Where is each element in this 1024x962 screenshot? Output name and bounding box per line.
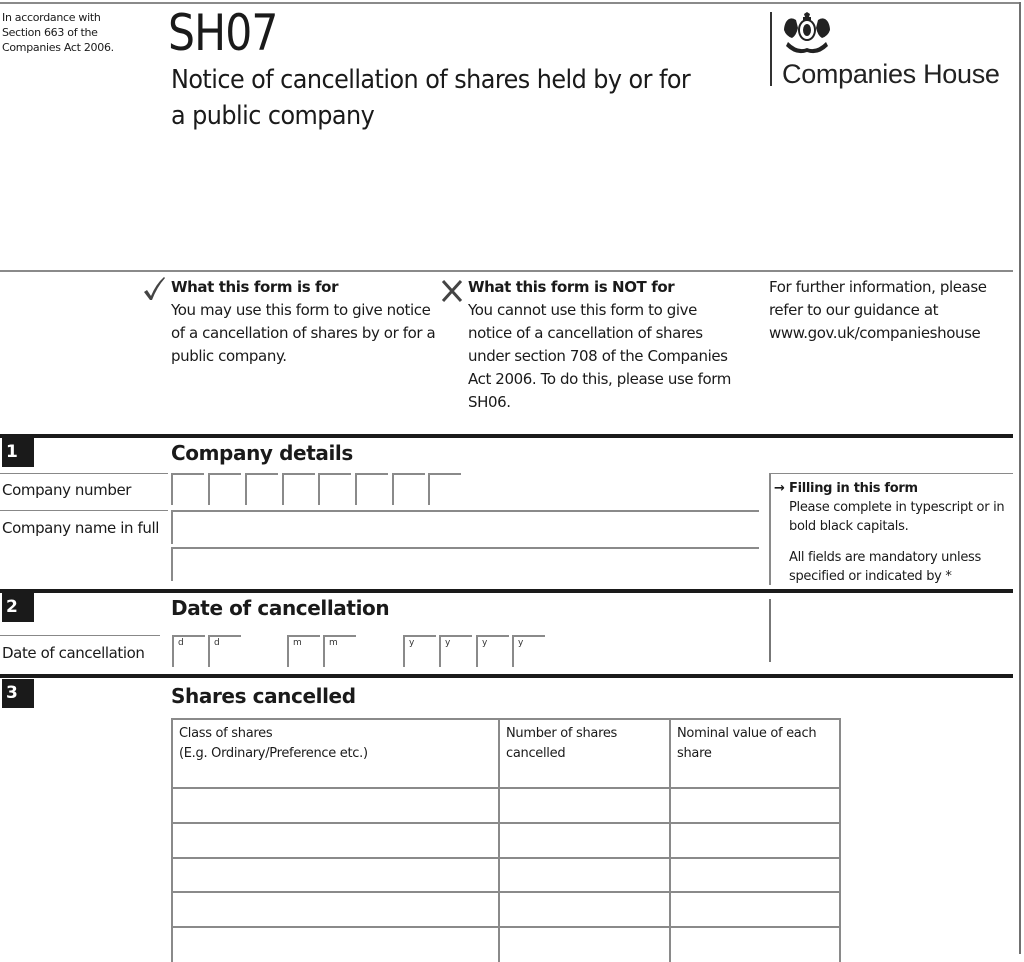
- info-what-for-body: You may use this form to give notice of a cancellation of shares by or for a public company.: [171, 301, 436, 365]
- companies-house-logo-text: Companies House: [782, 59, 1000, 89]
- royal-crest-icon: [780, 12, 834, 56]
- legal-basis-line: Companies Act 2006.: [2, 41, 114, 54]
- legal-basis-line: Section 663 of the: [2, 26, 98, 39]
- section-3-number: 3: [2, 679, 34, 708]
- class-of-shares-cell[interactable]: [171, 822, 499, 858]
- number-of-shares-cell[interactable]: [498, 787, 670, 823]
- form-title: Notice of cancellation of shares held by or for a public company: [171, 65, 691, 131]
- section-3-title: Shares cancelled: [171, 684, 356, 708]
- number-of-shares-cell[interactable]: [498, 926, 670, 962]
- company-number-digit-4[interactable]: [282, 473, 315, 505]
- nominal-value-cell[interactable]: [669, 787, 841, 823]
- column-header-line: Nominal value of each: [677, 726, 817, 741]
- form-code: SH07: [168, 4, 278, 62]
- nominal-value-cell[interactable]: [669, 857, 841, 893]
- company-number-digit-2[interactable]: [208, 473, 241, 505]
- info-further-body: For further information, please refer to our guidance at www.gov.uk/companieshouse: [769, 278, 987, 342]
- section-2-title: Date of cancellation: [171, 596, 390, 620]
- company-number-label: Company number: [2, 481, 132, 499]
- guidance-heading: Filling in this form: [789, 481, 918, 496]
- company-number-digit-6[interactable]: [355, 473, 388, 505]
- column-header-line: Number of shares: [506, 726, 618, 741]
- column-header-line: (E.g. Ordinary/Preference etc.): [179, 746, 368, 761]
- company-number-digit-3[interactable]: [245, 473, 278, 505]
- number-of-shares-cell[interactable]: [498, 822, 670, 858]
- guidance-column-divider: [769, 599, 771, 662]
- company-number-digit-5[interactable]: [318, 473, 351, 505]
- cross-icon: [441, 279, 463, 303]
- company-name-line-2[interactable]: [171, 547, 759, 581]
- date-year-3[interactable]: y: [476, 635, 509, 667]
- label-divider: [0, 510, 168, 511]
- legal-basis-line: In accordance with: [2, 11, 101, 24]
- date-day-1[interactable]: d: [172, 635, 205, 667]
- nominal-value-cell[interactable]: [669, 822, 841, 858]
- section-2-number: 2: [2, 593, 34, 622]
- column-header-line: Class of shares: [179, 726, 273, 741]
- label-divider: [0, 473, 168, 474]
- date-month-2[interactable]: m: [323, 635, 356, 667]
- guidance-filling-in: [769, 473, 1013, 585]
- column-header-line: cancelled: [506, 746, 566, 761]
- info-divider: [0, 270, 1013, 272]
- company-number-digit-7[interactable]: [392, 473, 425, 505]
- legal-basis-note: [2, 10, 142, 55]
- info-what-for-heading: What this form is for: [171, 278, 339, 296]
- section-1-title: Company details: [171, 441, 353, 465]
- nominal-value-cell[interactable]: [669, 926, 841, 962]
- company-name-line-1[interactable]: [171, 510, 759, 544]
- date-day-2[interactable]: d: [208, 635, 241, 667]
- info-not-for-heading: What this form is NOT for: [468, 278, 675, 296]
- section-1-number: 1: [2, 438, 34, 467]
- class-of-shares-cell[interactable]: [171, 857, 499, 893]
- page-top-rule: [0, 2, 1020, 4]
- number-of-shares-cell[interactable]: [498, 891, 670, 927]
- info-not-for-body: You cannot use this form to give notice of a cancellation of shares under section 708 of the Companies Act 2006. To do this, please use form SH06.: [468, 301, 731, 411]
- info-not-for: [468, 276, 738, 414]
- date-year-4[interactable]: y: [512, 635, 545, 667]
- column-header-nominal: [669, 718, 841, 788]
- guidance-line-1: Please complete in typescript or in bold black capitals.: [789, 500, 1005, 534]
- nominal-value-cell[interactable]: [669, 891, 841, 927]
- check-icon: [142, 276, 166, 302]
- company-number-digit-8[interactable]: [428, 473, 461, 505]
- number-of-shares-cell[interactable]: [498, 857, 670, 893]
- company-name-label: Company name in full: [2, 519, 160, 537]
- date-year-1[interactable]: y: [403, 635, 436, 667]
- column-header-class: [171, 718, 499, 788]
- class-of-shares-cell[interactable]: [171, 787, 499, 823]
- section-3-rule: [0, 674, 1013, 678]
- info-further: [769, 276, 1009, 345]
- logo-divider: [770, 12, 772, 86]
- column-header-number: [498, 718, 670, 788]
- arrow-right-icon: →: [774, 481, 785, 496]
- date-month-1[interactable]: m: [287, 635, 320, 667]
- label-divider: [0, 635, 160, 636]
- column-header-line: share: [677, 746, 712, 761]
- company-number-digit-1[interactable]: [171, 473, 204, 505]
- date-year-2[interactable]: y: [439, 635, 472, 667]
- page-right-rule: [1019, 2, 1021, 954]
- guidance-line-2: All fields are mandatory unless specified or indicated by *: [789, 550, 982, 584]
- class-of-shares-cell[interactable]: [171, 891, 499, 927]
- date-of-cancellation-label: Date of cancellation: [2, 644, 145, 662]
- section-2-rule: [0, 589, 1013, 593]
- section-1-rule: [0, 434, 1013, 438]
- class-of-shares-cell[interactable]: [171, 926, 499, 962]
- info-what-for: [171, 276, 441, 368]
